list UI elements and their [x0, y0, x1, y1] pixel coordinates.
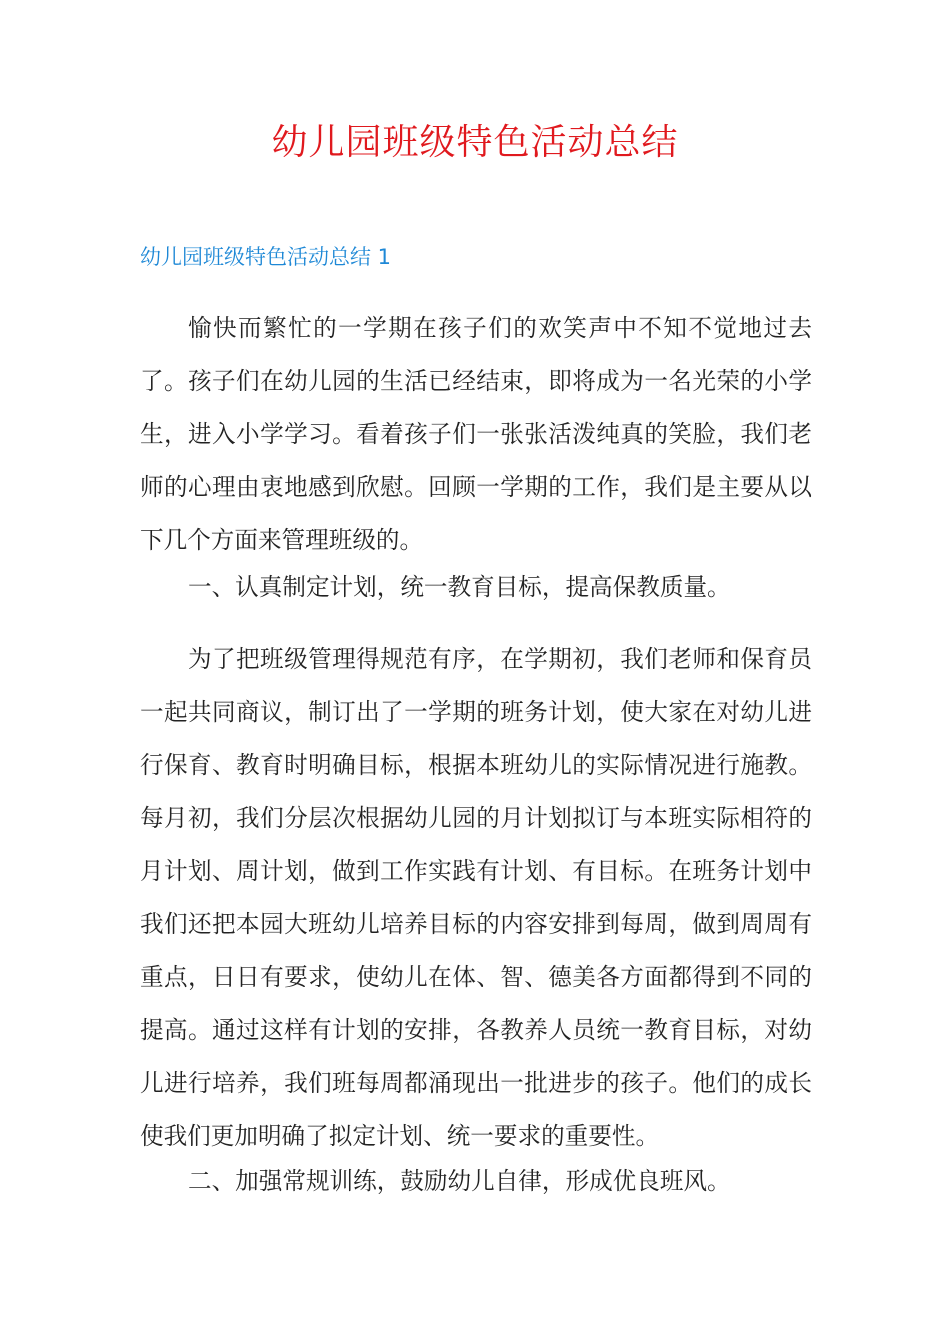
body-paragraph: 愉快而繁忙的一学期在孩子们的欢笑声中不知不觉地过去了。孩子们在幼儿园的生活已经结束，即将成为一名光荣的小学生，进入小学学习。看着孩子们一张张活泼纯真的笑脸，我们老师的心理由衷地感到欣慰。回顾一学期的工作，我们是主要从以下几个方面来管理班级的。: [140, 314, 812, 554]
section-subtitle: 幼儿园班级特色活动总结 1: [140, 245, 392, 269]
body-paragraph: 为了把班级管理得规范有序，在学期初，我们老师和保育员一起共同商议，制订出了一学期的班务计划，使大家在对幼儿进行保育、教育时明确目标，根据本班幼儿的实际情况进行施教。每月初，我们分层次根据幼儿园的月计划拟订与本班实际相符的月计划、周计划，做到工作实践有计划、有目标。在班务计划中我们还把本园大班幼儿培养目标的内容安排到每周，做到周周有重点，日日有要求，使幼儿在体、智、德美各方面都得到不同的提高。通过这样有计划的安排，各教养人员统一教育目标，对幼儿进行培养，我们班每周都涌现出一批进步的孩子。他们的成长使我们更加明确了拟定计划、统一要求的重要性。: [140, 645, 812, 1150]
section-heading-1: 一、认真制定计划，统一教育目标，提高保教质量。: [188, 573, 731, 601]
document-title: 幼儿园班级特色活动总结: [271, 122, 679, 163]
section-heading-2: 二、加强常规训练，鼓励幼儿自律，形成优良班风。: [188, 1167, 731, 1195]
